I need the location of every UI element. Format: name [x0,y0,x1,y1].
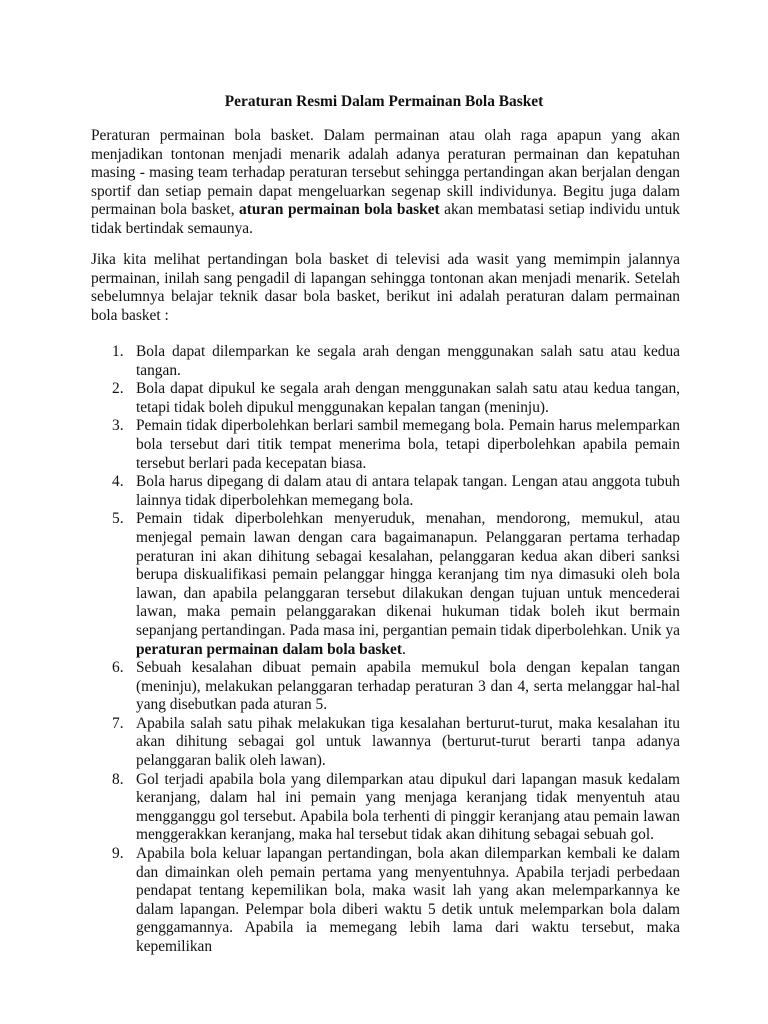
list-item [91,473,680,510]
rules-list [91,343,680,957]
rule-number: 2. [112,380,124,398]
intro-bold-phrase: aturan permainan bola basket [239,201,440,219]
intro-text: Peraturan permainan bola basket. Dalam permainan atau olah raga apapun yang akan menjadikan tontonan menjadi menarik adalah adanya peraturan permainan dan kepatuhan masing - masing team terhadap peraturan tersebut sehingga pertandingan akan berjalan dengan sportif dan setiap pemain dapat mengeluarkan segenap skill individunya. Begitu juga dalam permainan bola basket, [91,127,680,219]
rule-number: 7. [112,714,124,732]
rule-text: Bola harus dipegang di dalam atau di antara telapak tangan. Lengan atau anggota tubuh lainnya tidak diperbolehkan memegang bola. [136,473,680,509]
rule-bold-phrase: peraturan permainan dalam bola basket [136,640,402,658]
rule-text: Apabila bola keluar lapangan pertandingan, bola akan dilemparkan kembali ke dalam dan dimainkan oleh pemain pertama yang menyentuhnya. Apabila terjadi perbedaan pendapat tentang kepemilikan bola, maka wasit lah yang akan melemparkannya ke dalam lapangan. Pelempar bola diberi waktu 5 detik untuk melemparkan bola dalam genggamannya. Apabila ia memegang lebih lama dari waktu tersebut, maka kepemilikan [136,845,680,955]
rule-number: 5. [112,510,124,528]
rule-text: Apabila salah satu pihak melakukan tiga kesalahan berturut-turut, maka kesalahan itu akan dihitung sebagai gol untuk lawannya (berturut-turut berarti tanpa adanya pelanggaran balik oleh lawan). [136,714,680,770]
rule-text: Bola dapat dilemparkan ke segala arah dengan menggunakan salah satu atau kedua tangan. [136,343,680,379]
second-paragraph: Jika kita melihat pertandingan bola basket di televisi ada wasit yang memimpin jalannya permainan, inilah sang pengadil di lapangan sehingga tontonan akan menjadi menarik. Setelah sebelumnya belajar teknik dasar bola basket, berikut ini adalah peraturan dalam permainan bola basket : [91,251,680,324]
rule-number: 9. [112,845,124,863]
list-item [91,380,680,417]
rule-number: 6. [112,659,124,677]
rule-text-with-bold [136,510,680,659]
rule-text: Pemain tidak diperbolehkan menyeruduk, menahan, mendorong, memukul, atau menjegal pemain lawan dengan cara bagaimanapun. Pelanggaran pertama terhadap peraturan ini akan dihitung sebagai kesalahan, pelanggaran kedua akan diberi sanksi berupa diskualifikasi pemain pelanggar hingga keranjang tim nya dimasuki oleh bola lawan, dan apabila pelanggaran tersebut dilakukan dengan tujuan untuk mencederai lawan, maka pemain pelanggarakan dikenai hukuman tidak boleh ikut bermain sepanjang pertandingan. Pada masa ini, pergantian pemain tidak diperbolehkan. Unik ya [136,510,680,639]
list-item [91,343,680,380]
list-item [91,659,680,715]
rule-text: Gol terjadi apabila bola yang dilemparkan atau dipukul dari lapangan masuk kedalam keranjang, dalam hal ini pemain yang menjaga keranjang tidak menyentuh atau mengganggu gol tersebut. Apabila bola terhenti di pinggir keranjang atau pemain lawan menggerakkan keranjang, maka hal tersebut tidak akan dihitung sebagai sebuah gol. [136,770,680,844]
list-item [91,771,680,845]
rule-text: Bola dapat dipukul ke segala arah dengan menggunakan salah satu atau kedua tangan, tetapi tidak boleh dipukul menggunakan kepalan tangan (meninju). [136,380,680,416]
rule-number: 8. [112,770,124,788]
intro-text-end: akan membatasi setiap individu untuk tidak bertindak semaunya. [91,201,680,237]
list-item [91,510,680,659]
rule-text: Pemain tidak diperbolehkan berlari sambil memegang bola. Pemain harus melemparkan bola tersebut dari titik tempat menerima bola, tetapi diperbolehkan apabila pemain tersebut berlari pada kecepatan biasa. [136,417,680,472]
list-item [91,417,680,473]
document-title: Peraturan Resmi Dalam Permainan Bola Basket [224,93,544,110]
list-item [91,715,680,771]
list-item [91,845,680,957]
rule-number: 4. [112,473,124,491]
rule-text: Sebuah kesalahan dibuat pemain apabila memukul bola dengan kepalan tangan (meninju), melakukan pelanggaran terhadap peraturan 3 dan 4, serta melanggar hal-hal yang disebutkan pada aturan 5. [136,659,680,714]
rule-number: 1. [112,343,124,360]
rule-number: 3. [112,417,124,435]
intro-paragraph [91,127,680,239]
rule-text-end: . [401,640,406,658]
